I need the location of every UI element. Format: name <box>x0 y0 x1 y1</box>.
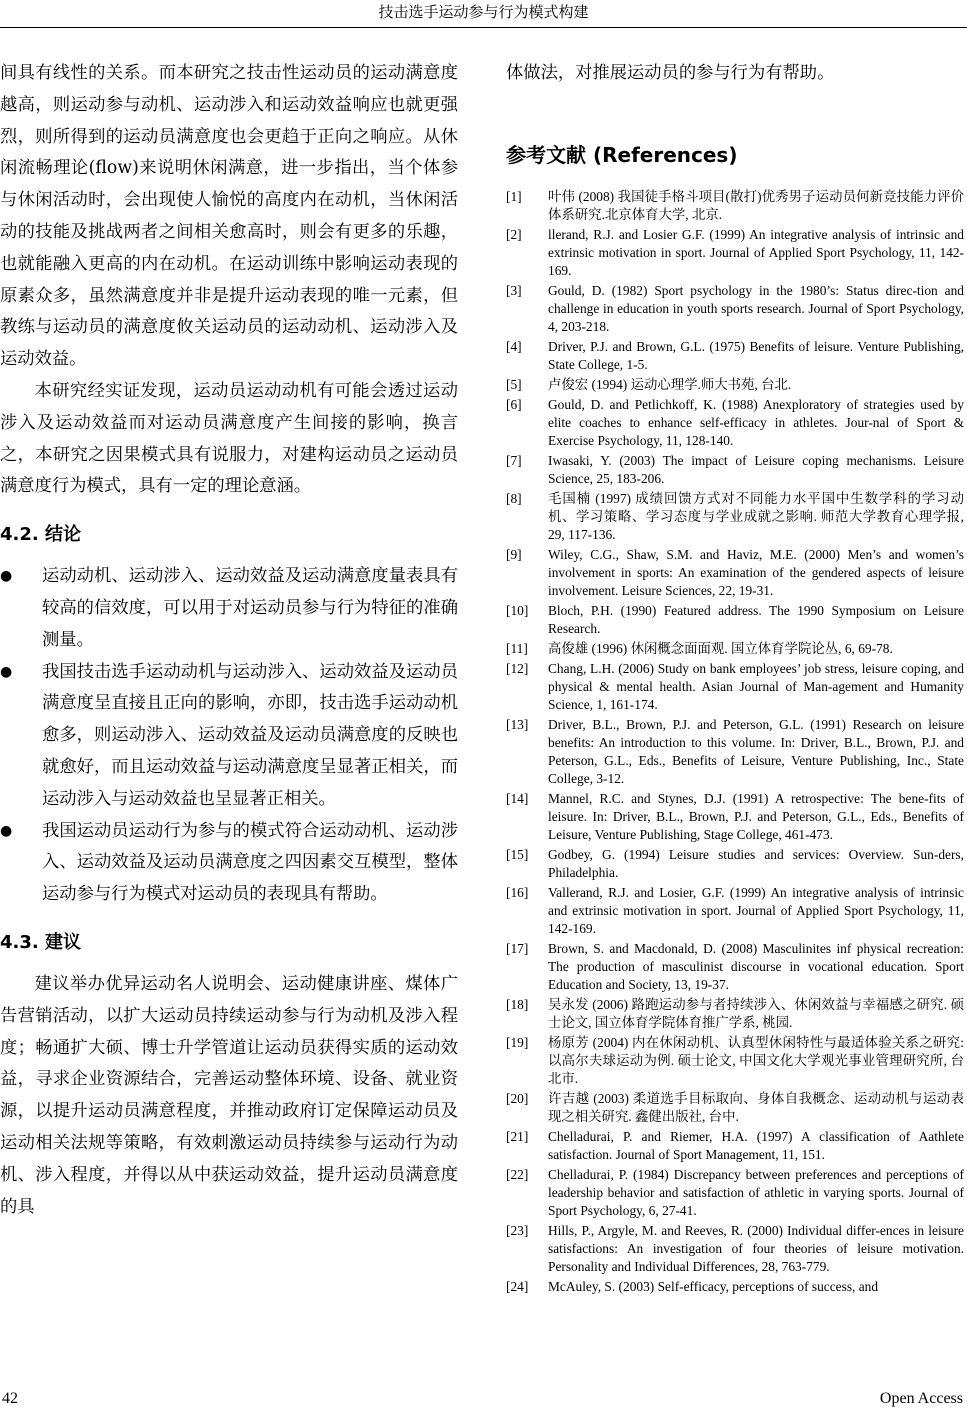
reference-number: [10] <box>506 602 529 618</box>
reference-text: Brown, S. and Macdonald, D. (2008) Masculinites inf physical recreation: The production of masculinist discourse in vocational education. Sport Education and Society, 13, 19-37. <box>548 940 964 992</box>
reference-text: 吴永发 (2006) 路跑运动参与者持续涉入、休闲效益与幸福感之研究. 硕士论文, 国立体育学院体育推广学系, 桃园. <box>548 996 964 1030</box>
reference-number: [23] <box>506 1222 529 1238</box>
reference-entry <box>506 1166 964 1220</box>
reference-text: McAuley, S. (2003) Self-efficacy, perceptions of success, and <box>548 1278 879 1294</box>
reference-entry <box>506 790 964 844</box>
reference-text: Gould, D. (1982) Sport psychology in the 1980’s: Status direc-tion and challenge in education in youth sports research. Journal of Sport Psychology, 4, 203-218. <box>548 282 964 334</box>
body-paragraph-2: 本研究经实证发现，运动员运动动机有可能会透过运动涉入及运动效益而对运动员满意度产生间接的影响，换言之，本研究之因果模式具有说服力，对建构运动员之运动员满意度行为模式，具有一定的理论意涵。 <box>0 380 458 497</box>
reference-number: [12] <box>506 660 529 676</box>
reference-number: [11] <box>506 640 528 656</box>
reference-number: [3] <box>506 282 522 298</box>
reference-number: [21] <box>506 1128 529 1144</box>
header-rule <box>0 27 967 28</box>
reference-entry <box>506 1090 964 1126</box>
reference-number: [7] <box>506 452 522 468</box>
bullet-dot-icon: ● <box>0 663 13 680</box>
body-paragraph-1: 间具有线性的关系。而本研究之技击性运动员的运动满意度越高，则运动参与动机、运动涉入和运动效益响应也就更强烈，则所得到的运动员满意度也会更趋于正向之响应。从休闲流畅理论(flow)来说明休闲满意，进一步指出，当个体参与休闲活动时，会出现使人愉悦的高度内在动机，当休闲活动的技能及挑战两者之间相关愈高时，则会有更多的乐趣，也就能融入更高的内在动机。在运动训练中影响运动表现的原素众多，虽然满意度并非是提升运动表现的唯一元素，但教练与运动员的满意度攸关运动员的运动动机、运动涉入及运动效益。 <box>0 63 458 370</box>
reference-number: [5] <box>506 376 522 392</box>
reference-text: Bloch, P.H. (1990) Featured address. The 1990 Symposium on Leisure Research. <box>548 602 964 636</box>
reference-text: 毛国楠 (1997) 成绩回馈方式对不同能力水平国中生数学科的学习动机、学习策略、学习态度与学业成就之影响. 师范大学教育心理学报, 29, 117-136. <box>548 490 964 542</box>
reference-text: 许吉越 (2003) 柔道选手目标取向、身体自我概念、运动动机与运动表现之相关研究. 鑫健出版社, 台中. <box>548 1090 964 1124</box>
reference-text: 杨原芳 (2004) 内在休闲动机、认真型休闲特性与最适体验关系之研究: 以高尔夫球运动为例. 硕士论文, 中国文化大学观光事业管理研究所, 台北市. <box>548 1034 964 1086</box>
reference-text: Iwasaki, Y. (2003) The impact of Leisure coping mechanisms. Leisure Science, 25, 183-206. <box>548 452 964 486</box>
reference-number: [1] <box>506 188 522 204</box>
reference-number: [8] <box>506 490 522 506</box>
reference-number: [18] <box>506 996 529 1012</box>
reference-text: Gould, D. and Petlichkoff, K. (1988) Anexploratory of strategies used by elite coaches to enhance self-efficacy in athletes. Jour-nal of Sport & Exercise Psychology, 11, 128-140. <box>548 396 964 448</box>
reference-text: 高俊雄 (1996) 休闲概念面面观. 国立体育学院论丛, 6, 69-78. <box>548 640 893 656</box>
conclusion-item <box>0 561 458 656</box>
reference-number: [14] <box>506 790 529 806</box>
page-number: 42 <box>2 1390 18 1407</box>
right-column <box>506 58 964 1298</box>
section-heading-suggestion: 4.3. 建议 <box>0 931 81 953</box>
reference-entry <box>506 396 964 450</box>
conclusion-item <box>0 816 458 911</box>
reference-entry <box>506 1128 964 1164</box>
reference-text: 卢俊宏 (1994) 运动心理学.师大书苑, 台北. <box>548 376 792 392</box>
reference-text: Driver, B.L., Brown, P.J. and Peterson, G.L. (1991) Research on leisure benefits: An introduction to this volume. In: Driver, B.L., Brown, P.J. and Peterson, G.L., Eds., Benefits of Leisure, Venture Publishing, Inc., State College, 3-12. <box>548 716 964 786</box>
reference-number: [9] <box>506 546 522 562</box>
reference-text: Hills, P., Argyle, M. and Reeves, R. (2000) Individual differ-ences in leisure satisfactions: An investigation of four theories of leisure motivation. Personality and Individual Differences, 28, 763-779. <box>548 1222 964 1274</box>
reference-number: [17] <box>506 940 529 956</box>
reference-number: [24] <box>506 1278 529 1294</box>
reference-entry <box>506 376 964 394</box>
bullet-dot-icon: ● <box>0 822 13 839</box>
reference-entry <box>506 338 964 374</box>
reference-text: Wiley, C.G., Shaw, S.M. and Haviz, M.E. (2000) Men’s and women’s involvement in sports: An examination of the gendered aspects of leisure involvement. Leisure Sciences, 22, 19-31. <box>548 546 964 598</box>
conclusion-item-text: 我国技击选手运动动机与运动涉入、运动效益及运动员满意度呈直接且正向的影响，亦即，技击选手运动动机愈多，则运动涉入、运动效益及运动员满意度的反映也就愈好，而且运动效益与运动满意度呈显著正相关，而运动涉入与运动效益也呈显著正相关。 <box>42 661 458 809</box>
reference-text: 叶伟 (2008) 我国徒手格斗项目(散打)优秀男子运动员何新竞技能力评价体系研究.北京体育大学, 北京. <box>548 188 964 222</box>
reference-number: [20] <box>506 1090 529 1106</box>
left-column <box>0 58 458 1223</box>
reference-entry <box>506 1278 964 1296</box>
reference-text: Chang, L.H. (2006) Study on bank employees’ job stress, leisure coping, and physical & mental health. Asian Journal of Man-agement and Humanity Science, 1, 161-174. <box>548 660 964 712</box>
reference-entry <box>506 716 964 788</box>
reference-text: Driver, P.J. and Brown, G.L. (1975) Benefits of leisure. Venture Publishing, State College, 1-5. <box>548 338 964 372</box>
body-paragraph-3: 建议举办优异运动名人说明会、运动健康讲座、煤体广告营销活动，以扩大运动员持续运动参与行为动机及涉入程度；畅通扩大硕、博士升学管道让运动员获得实质的运动效益，寻求企业资源结合，完善运动整体环境、设备、就业资源，以提升运动员满意程度，并推动政府订定保障运动员及运动相关法规等策略，有效刺激运动员持续参与运动行为动机、涉入程度，并得以从中获运动效益，提升运动员满意度的具 <box>0 973 458 1217</box>
reference-text: Mannel, R.C. and Stynes, D.J. (1991) A retrospective: The bene-fits of leisure. In: Driver, B.L., Brown, P.J. and Peterson, G.L., Eds., Benefits of Leisure, Venture Publishing, Stage College, 461-473. <box>548 790 964 842</box>
reference-number: [22] <box>506 1166 529 1182</box>
reference-entry <box>506 602 964 638</box>
conclusion-item <box>0 657 458 816</box>
reference-text: Chelladurai, P. (1984) Discrepancy between preferences and perceptions of leadership behavior and satisfaction of athletic in varying sports. Journal of Sport Psychology, 6, 27-41. <box>548 1166 964 1218</box>
reference-entry <box>506 546 964 600</box>
reference-text: Godbey, G. (1994) Leisure studies and services: Overview. Sun-ders, Philadelphia. <box>548 846 964 880</box>
reference-number: [16] <box>506 884 529 900</box>
reference-number: [4] <box>506 338 522 354</box>
reference-entry <box>506 660 964 714</box>
reference-entry <box>506 1222 964 1276</box>
reference-entry <box>506 226 964 280</box>
bullet-dot-icon: ● <box>0 568 13 585</box>
reference-number: [6] <box>506 396 522 412</box>
conclusion-list <box>0 561 458 911</box>
open-access-label: Open Access <box>879 1390 963 1407</box>
conclusion-item-text: 运动动机、运动涉入、运动效益及运动满意度量表具有较高的信效度，可以用于对运动员参与行为特征的准确测量。 <box>42 566 458 650</box>
reference-entry <box>506 940 964 994</box>
reference-entry <box>506 282 964 336</box>
references-heading: 参考文献 (References) <box>506 142 738 167</box>
reference-entry <box>506 996 964 1032</box>
conclusion-item-text: 我国运动员运动行为参与的模式符合运动动机、运动涉入、运动效益及运动员满意度之四因素交互模型，整体运动参与行为模式对运动员的表现具有帮助。 <box>42 820 458 905</box>
reference-number: [15] <box>506 846 529 862</box>
reference-number: [13] <box>506 716 529 732</box>
reference-number: [19] <box>506 1034 529 1050</box>
body-paragraph-continued: 体做法，对推展运动员的参与行为有帮助。 <box>506 63 835 83</box>
reference-text: Chelladurai, P. and Riemer, H.A. (1997) A classification of Aathlete satisfaction. Journal of Sport Management, 11, 151. <box>548 1128 964 1162</box>
reference-text: Vallerand, R.J. and Losier, G.F. (1999) An integrative analysis of intrinsic and extrinsic motivation in sport. Journal of Applied Sport Psychology, 11, 142-169. <box>548 884 964 936</box>
reference-entry <box>506 640 964 658</box>
reference-entry <box>506 884 964 938</box>
reference-entry <box>506 490 964 544</box>
reference-entry <box>506 846 964 882</box>
reference-entry <box>506 188 964 224</box>
reference-number: [2] <box>506 226 522 242</box>
reference-entry <box>506 1034 964 1088</box>
reference-entry <box>506 452 964 488</box>
section-heading-conclusion: 4.2. 结论 <box>0 524 81 546</box>
reference-list <box>506 188 964 1296</box>
running-title: 技击选手运动参与行为模式构建 <box>378 3 589 21</box>
reference-text: llerand, R.J. and Losier G.F. (1999) An integrative analysis of intrinsic and extrinsic motivation in sport. Journal of Applied Sport Psychology, 11, 142-169. <box>548 226 964 278</box>
